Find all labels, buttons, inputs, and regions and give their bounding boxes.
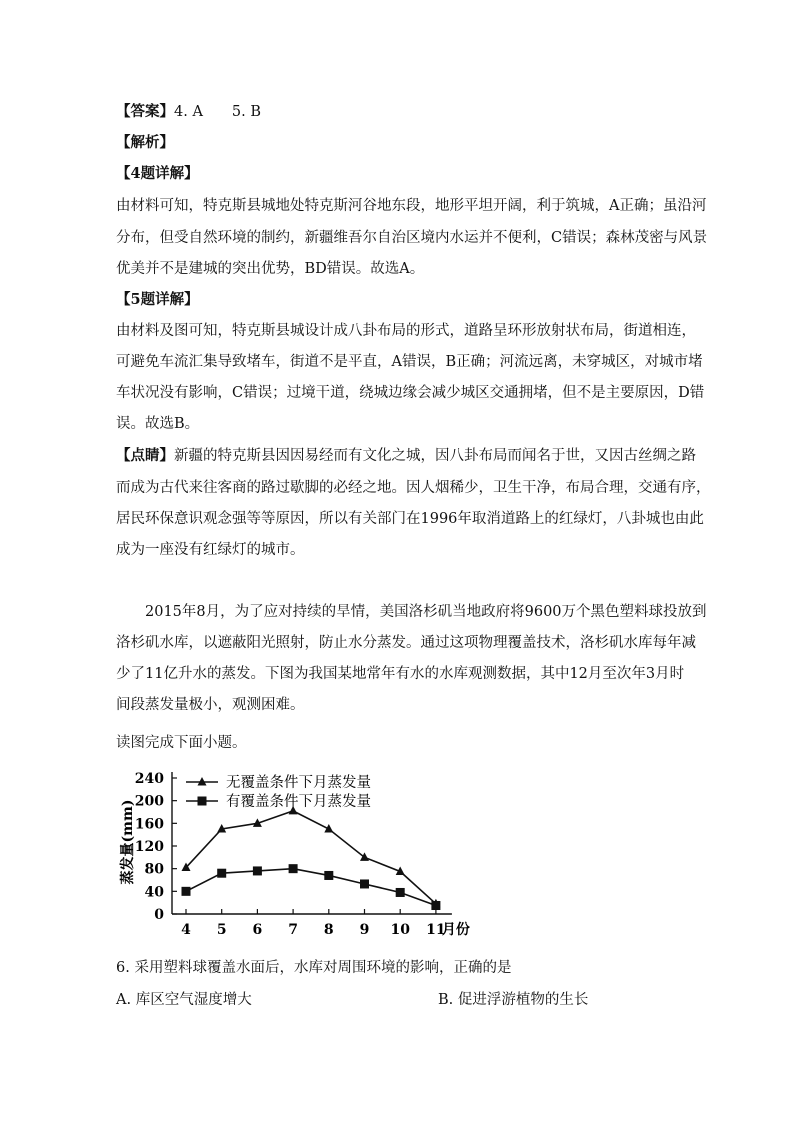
y-tick-label: 160 — [134, 816, 164, 833]
data-point-square — [289, 864, 298, 873]
q4-line: 分布，但受自然环境的制约，新疆维吾尔自治区境内水运并不便利，C错误；森林茂密与风景 — [116, 230, 708, 246]
x-tick-label: 4 — [181, 922, 191, 938]
q4-line: 优美并不是建城的突出优势，BD错误。故选A。 — [116, 261, 425, 277]
x-tick-label: 8 — [323, 922, 334, 938]
tip-label: 【点睛】 — [116, 447, 174, 464]
data-point-square — [182, 887, 191, 896]
y-tick-label: 240 — [134, 771, 164, 787]
passage-instruction — [116, 733, 247, 753]
legend-label: 有覆盖条件下月蒸发量 — [226, 794, 371, 810]
answer-line — [116, 102, 261, 122]
y-tick-label: 200 — [134, 793, 164, 810]
data-point-square — [360, 879, 369, 888]
passage-line: 洛杉矶水库，以遮蔽阳光照射，防止水分蒸发。通过这项物理覆盖技术，洛杉矶水库每年减 — [116, 635, 696, 651]
data-point-square — [217, 869, 226, 878]
tip-first-line — [116, 446, 696, 466]
q4-heading: 【4题详解】 — [116, 165, 199, 182]
passage-line: 间段蒸发量极小，观测困难。 — [116, 697, 305, 713]
q5-line: 由材料及图可知，特克斯县城设计成八卦布局的形式，道路呈环形放射状布局，街道相连， — [116, 323, 696, 339]
y-tick-label: 40 — [144, 884, 164, 901]
data-point-triangle — [360, 852, 369, 861]
x-axis-label: 月份 — [441, 922, 470, 938]
x-tick-label: 10 — [390, 922, 410, 938]
q5-line: 误。故选B。 — [116, 416, 200, 432]
instruction-text: 读图完成下面小题 — [116, 735, 232, 751]
evaporation-chart — [108, 764, 488, 953]
data-point-square — [324, 871, 333, 880]
tip-line: 居民环保意识观念强等等原因，所以有关部门在1996年取消道路上的红绿灯，八卦城也由此 — [116, 511, 704, 527]
x-tick-label: 6 — [252, 922, 263, 938]
y-tick-label: 120 — [134, 839, 164, 855]
instruction-period: 。 — [232, 735, 247, 751]
legend-square-marker — [198, 797, 207, 806]
passage-line: 2015年8月，为了应对持续的旱情，美国洛杉矶当地政府将9600万个黑色塑料球投放到 — [116, 604, 707, 620]
y-axis-label: 蒸发量(mm) — [120, 799, 136, 885]
x-tick-label: 9 — [359, 922, 370, 938]
legend-label: 无覆盖条件下月蒸发量 — [226, 775, 371, 791]
evaporation-chart-svg — [108, 764, 488, 949]
y-tick-label: 0 — [154, 907, 164, 923]
x-tick-label: 11 — [426, 922, 446, 938]
passage-line: 少了11亿升水的蒸发。下图为我国某地常年有水的水库观测数据，其中12月至次年3月时 — [116, 666, 685, 682]
data-point-square — [396, 888, 405, 897]
question-6-stem: 6. 采用塑料球覆盖水面后，水库对周围环境的影响，正确的是 — [116, 960, 512, 976]
q4-line: 由材料可知，特克斯县城地处特克斯河谷地东段，地形平坦开阔，利于筑城，A正确；虽沿河 — [116, 198, 707, 214]
q5-heading: 【5题详解】 — [116, 291, 199, 308]
analysis-label: 【解析】 — [116, 134, 174, 151]
x-tick-label: 7 — [288, 922, 298, 938]
tip-text: 新疆的特克斯县因因易经而有文化之城，因八卦布局而闻名于世，又因古丝绸之路 — [174, 448, 696, 464]
tip-line: 而成为古代来往客商的路过歇脚的必经之地。因人烟稀少，卫生干净，布局合理，交通有序， — [116, 480, 711, 496]
question-6-option-b: B. 促进浮游植物的生长 — [438, 992, 589, 1008]
answer-label: 【答案】 — [116, 103, 174, 120]
q5-line: 车状况没有影响，C错误；过境干道，绕城边缘会减少城区交通拥堵，但不是主要原因，D错 — [116, 385, 705, 401]
data-point-square — [431, 901, 440, 910]
q5-line: 可避免车流汇集导致堵车，街道不是平直，A错误，B正确；河流远离，未穿城区，对城市堵 — [116, 354, 703, 370]
tip-line: 成为一座没有红绿灯的城市。 — [116, 542, 305, 558]
answer-text: 4. A 5. B — [174, 104, 262, 120]
y-tick-label: 80 — [144, 861, 164, 878]
data-point-square — [253, 866, 262, 875]
x-tick-label: 5 — [216, 922, 227, 938]
question-6-option-a: A. 库区空气湿度增大 — [116, 992, 252, 1008]
